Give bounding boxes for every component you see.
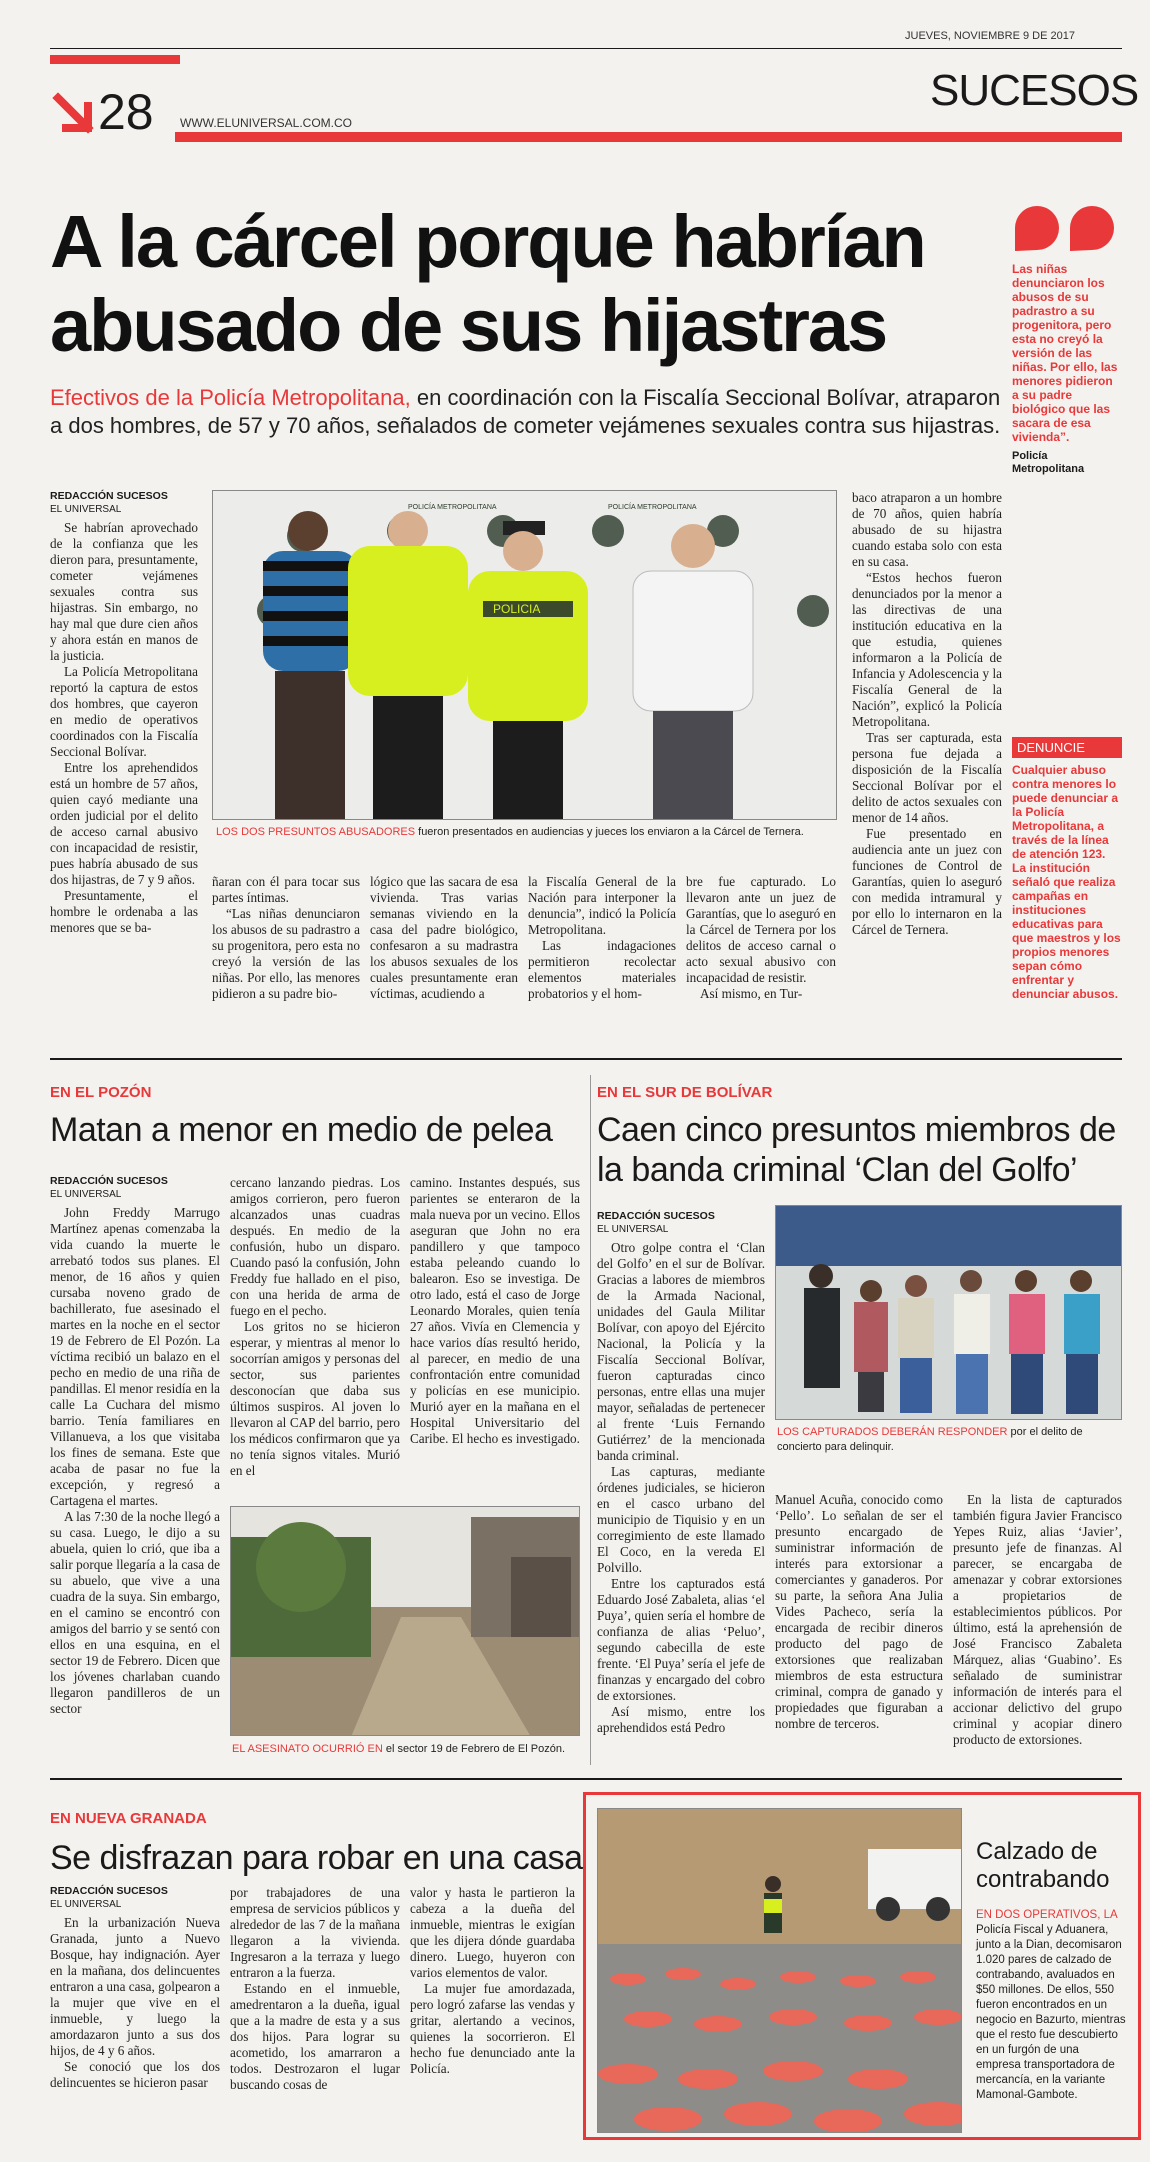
contraband-photo: [597, 1808, 962, 2133]
byline-author: REDACCIÓN SUCESOS: [597, 1210, 715, 1222]
header-red-rule: [175, 132, 1122, 142]
main-col-4: [528, 874, 676, 1002]
contraband-text: [976, 1908, 1126, 2103]
arrow-icon: [52, 92, 96, 136]
main-col-5: [686, 874, 836, 1002]
denuncie-box-text: Cualquier abuso contra menores lo puede denunciar a la Policía Metropolitana, a través de la línea de atención 123. La institución señaló que realiza campañas en instituciones educativas para que maestros y los propios menores sepan cómo enfrentar y denunciar abusos.: [1012, 763, 1121, 1001]
byline-outlet: EL UNIVERSAL: [50, 1189, 122, 1200]
main-col-6: [852, 490, 1002, 938]
paragraph: camino. Instantes después, sus parientes se enteraron de la mala nueva por un vecino. Ellos aseguran que John no era pandillero y que tampoco estaba peleando cuando lo balearon. Eso se investiga. De otro lado, está el caso de Jorge Leonardo Morales, quien tenía 27 años. Vivía en Clemencia y hace varios días resultó herido, al parecer, en medio de una confrontación entre comunidad y policías en ese municipio. Murió ayer en la mañana en el Hospital Universitario del Caribe. El hecho es investigado.: [410, 1175, 580, 1446]
byline-outlet: EL UNIVERSAL: [50, 1899, 122, 1910]
granada-col-1: [50, 1915, 220, 2091]
paragraph: lógico que las sacara de esa vivienda. Tras varias semanas viviendo en la casa del padre biológico, confesaron a su madrastra los abusos sexuales de los cuales presuntamente eran víctimas, acudiendo a: [370, 874, 518, 1001]
paragraph: La mujer fue amordazada, pero logró zafarse las vendas y gritar, alertando a vecinos, quienes la socorrieron. El hecho fue denunciado ante la Policía.: [410, 1981, 575, 2076]
page-number: 28: [98, 84, 154, 140]
page-date: JUEVES, NOVIEMBRE 9 DE 2017: [905, 30, 1075, 42]
pozon-col-2: [230, 1175, 400, 1479]
paragraph: Tras ser capturada, esta persona fue dejada a disposición de la Fiscalía Seccional Bolívar por el delito de actos sexuales con menor de 14 años.: [852, 730, 1002, 825]
paragraph: En la urbanización Nueva Granada, junto a Nuevo Bosque, hay indignación. Ayer en la mañana, dos delincuentes entraron a una casa, golpearon a la mujer que vive en el inmueble, y luego la amordazaron junto a sus dos hijos, de 4 y 6 años.: [50, 1915, 220, 2058]
bolivar-col-1: [597, 1240, 765, 1736]
paragraph: Así mismo, entre los aprehendidos está Pedro: [597, 1704, 765, 1735]
paragraph: la Fiscalía General de la Nación para interponer la denuncia”, indicó la Policía Metropolitana.: [528, 874, 676, 937]
paragraph: ñaran con él para tocar sus partes íntimas.: [212, 874, 360, 905]
granada-col-2: [230, 1885, 400, 2093]
bolivar-byline: [597, 1210, 757, 1236]
caption-text: por el delito de concierto para delinquir.: [777, 1426, 1083, 1453]
bolivar-caption: [777, 1425, 1122, 1455]
paragraph: “Estos hechos fueron denunciados por la menor a las directivas de una institución educativa en la que estudia, quienes informaron a la Policía de Infancia y Adolescencia y la Fiscalía General de la Nación”, explicó la Policía Metropolitana.: [852, 570, 1002, 729]
main-byline: [50, 490, 170, 516]
bolivar-col-3: [953, 1492, 1122, 1748]
granada-byline: [50, 1885, 210, 1911]
paragraph: cercano lanzando piedras. Los amigos corrieron, pero fueron alcanzados unas cuadras después. En medio de la confusión, hubo un disparo. Cuando pasó la confusión, John Freddy fue hallado en el piso, con una herida de arma de fuego en el pecho.: [230, 1175, 400, 1318]
paragraph: Se habrían aprovechado de la confianza que les dieron para, presuntamente, cometer vejámenes sexuales contra sus hijastras. Sin embargo, no hay mal que dure cien años y ahora están en manos de la justicia.: [50, 520, 198, 663]
contraband-lead: EN DOS OPERATIVOS, LA: [976, 1909, 1118, 1921]
paragraph: Los gritos no se hicieron esperar, y mientras al menor lo socorrían amigos y personas del sector, sus parientes desconocían que daba sus últimos suspiros. Al joven lo llevaron al CAP del barrio, pero los médicos confirmaron que ya no tenía signos vitales. Murió en el: [230, 1319, 400, 1478]
svg-text:POLICÍA METROPOLITANA: POLICÍA METROPOLITANA: [408, 504, 497, 511]
bolivar-col-2: [775, 1492, 943, 1732]
pozon-col-1: [50, 1205, 220, 1717]
granada-headline: Se disfrazan para robar en una casa: [50, 1839, 583, 1877]
byline-author: REDACCIÓN SUCESOS: [50, 490, 168, 502]
paragraph: bre fue capturado. Lo llevaron ante un juez de Garantías, que lo aseguró en la Cárcel de Ternera por los delitos de acceso carnal o acto sexual abusivo con incapacidad de resistir.: [686, 874, 836, 985]
section-divider: [50, 1058, 1122, 1060]
section-title: SUCESOS: [930, 66, 1139, 115]
quote-icon: [1010, 203, 1120, 253]
granada-kicker: EN NUEVA GRANADA: [50, 1810, 207, 1827]
caption-lead: LOS DOS PRESUNTOS ABUSADORES: [216, 826, 416, 838]
pozon-photo: [230, 1506, 580, 1736]
paragraph: A las 7:30 de la noche llegó a su casa. Luego, le dijo a su abuela, quien lo crió, que iba a salir porque llegaría a la casa de su abuelo, que vive a una cuadra de la suya. Sin embargo, en el camino se encontró con amigos del barrio y se sentó con ellos en una esquina, en el sector 19 de Febrero. Dicen que los jóvenes charlaban cuando llegaron pandilleros de un sector: [50, 1509, 220, 1716]
main-col-2: [212, 874, 360, 1002]
paragraph: Las indagaciones permitieron recolectar elementos materiales probatorios y el hom-: [528, 938, 676, 1001]
paragraph: Otro golpe contra el ‘Clan del Golfo’ en el sur de Bolívar. Gracias a labores de miembros de la Armada Nacional, unidades del Gaula Militar Bolívar, con apoyo del Ejército Nacional, la Policía y la Fiscalía Seccional Bolívar, fueron capturadas cinco personas, entre ellas una mujer mayor, señaladas de pertenecer al frente ‘Luis Fernando Gutiérrez’ de la mencionada banda criminal.: [597, 1240, 765, 1463]
caption-lead: EL ASESINATO OCURRIÓ EN: [232, 1743, 383, 1755]
lead-text: en coordinación con la Fiscalía Seccional Bolívar, atraparon a dos hombres, de 57 y 70 años, señalados de cometer vejámenes sexuales contra sus hijastras.: [50, 385, 1001, 438]
caption-lead: LOS CAPTURADOS DEBERÁN RESPONDER: [777, 1426, 1008, 1438]
byline-outlet: EL UNIVERSAL: [597, 1224, 669, 1235]
contraband-headline: Calzado de contrabando: [976, 1838, 1110, 1893]
caption-text: el sector 19 de Febrero de El Pozón.: [382, 1743, 565, 1755]
pozon-headline: Matan a menor en medio de pelea: [50, 1111, 553, 1149]
paragraph: baco atraparon a un hombre de 70 años, quien habría abusado de su hijastra cuando estaba solo con esta en su casa.: [852, 490, 1002, 569]
paragraph: La Policía Metropolitana reportó la captura de estos dos hombres, que cayeron en medio de operativos coordinados con la Fiscalía Seccional Bolívar.: [50, 664, 198, 759]
byline-author: REDACCIÓN SUCESOS: [50, 1175, 168, 1187]
website-url[interactable]: WWW.ELUNIVERSAL.COM.CO: [180, 116, 353, 130]
contraband-body: Policía Fiscal y Aduanera, junto a la Dian, decomisaron 1.020 pares de calzado de contrabando, avaluados en $50 millones. De ellos, 550 fueron encontrados en un negocio en Bazurto, mientras que el resto fue descubierto en un furgón de una empresa transportadora de mercancía, en la variante Mamonal-Gambote.: [976, 1924, 1126, 2101]
main-photo-caption: [216, 825, 856, 840]
quote-source: Policía Metropolitana: [1012, 450, 1085, 475]
paragraph: Así mismo, en Tur-: [700, 986, 803, 1001]
paragraph: En la lista de capturados también figura Javier Francisco Yepes Ruiz, alias ‘Javier’, presunto jefe de finanzas. Al parecer, se encargaba de amenazar y cobrar extorsiones a propietarios de establecimientos públicos. Por último, está la aprehensión de José Francisco Zabaleta Márquez, alias ‘Guabino’. Es señalado de suministrar información de interés para el accionar delictivo del grupo criminal y acopiar dinero producto de extorsiones.: [953, 1492, 1122, 1747]
vest-label: POLICIA: [493, 602, 541, 616]
section-divider: [50, 1778, 1122, 1780]
granada-col-3: [410, 1885, 575, 2077]
bolivar-kicker: EN EL SUR DE BOLÍVAR: [597, 1084, 773, 1101]
paragraph: Las capturas, mediante órdenes judiciales, se hicieron en el casco urbano del municipio de Tiquisio y en un corregimiento de este llamado El Coco, en la vereda El Polvillo.: [597, 1464, 765, 1575]
main-col-3: [370, 874, 518, 1002]
main-headline: A la cárcel porque habrían abusado de sus hijastras: [50, 200, 925, 367]
byline-outlet: EL UNIVERSAL: [50, 504, 122, 515]
lead-highlight: Efectivos de la Policía Metropolitana,: [50, 385, 411, 410]
byline-author: REDACCIÓN SUCESOS: [50, 1885, 168, 1897]
paragraph: por trabajadores de una empresa de servicios públicos y alrededor de las 7 de la mañana llegaron a la vivienda. Ingresaron a la terraza y luego entraron a la fuerza.: [230, 1885, 400, 1980]
paragraph: Estando en el inmueble, amedrentaron a la dueña, igual que a la madre de esta y a sus dos hijos. Para lograr su acometido, los amarraron a todos. Destrozaron el lugar buscando cosas de: [230, 1981, 400, 2092]
pozon-kicker: EN EL POZÓN: [50, 1084, 152, 1101]
column-divider: [590, 1075, 591, 1765]
bolivar-headline: Caen cinco presuntos miembros de la banda criminal ‘Clan del Golfo’: [597, 1111, 1116, 1189]
paragraph: Manuel Acuña, conocido como ‘Pello’. Lo señalan de ser el presunto encargado de suministrar información de interés para extorsionar a comerciantes y ganaderos. Por su parte, la señora Ana Julia Vides Pacheco, sería la encargada de recibir dineros producto del pago de extorsiones que realizaban miembros de esta estructura criminal, compra de ganado y propiedades que figuraban a nombre de terceros.: [775, 1492, 943, 1731]
svg-text:POLICÍA METROPOLITANA: POLICÍA METROPOLITANA: [608, 504, 697, 511]
denuncie-box-title: DENUNCIE: [1012, 737, 1122, 758]
paragraph: John Freddy Marrugo Martínez apenas comenzaba la vida cuando la muerte le arrebató todos sus planes. El menor, de 16 años y quien cursaba noveno grado de bachillerato, fue asesinado el martes en la noche en el sector 19 de Febrero de El Pozón. La víctima recibió un balazo en el pecho en medio de una riña de pandillas. El menor residía en la calle La Cuchara del mismo barrio. Tenía familiares en Villanueva, a los que visitaba los fines de semana. Este que acaba de pasar no fue la excepción, y regresó a Cartagena el martes.: [50, 1205, 220, 1508]
paragraph: valor y hasta le partieron la cabeza a la dueña del inmueble, mientras le exigían que les dijera dónde guardaba dinero. Luego, huyeron con varios elementos de valor.: [410, 1885, 575, 1980]
caption-text: fueron presentados en audiencias y jueces los enviaron a la Cárcel de Ternera.: [415, 826, 804, 838]
bolivar-photo: [775, 1205, 1122, 1420]
main-lead: [50, 384, 1010, 440]
pozon-col-3: [410, 1175, 580, 1447]
sidebar-quote: Las niñas denunciaron los abusos de su padrastro a su progenitora, pero esta no creyó la versión de las niñas. Por ello, las menores pidieron a su padre biológico que las sacara de esa vivienda”.: [1012, 262, 1118, 444]
paragraph: Se conoció que los dos delincuentes se hicieron pasar: [50, 2059, 220, 2090]
pozon-caption: [232, 1742, 592, 1757]
header-top-rule: [50, 48, 1122, 49]
paragraph: Fue presentado en audiencia ante un juez con funciones de Control de Garantías, quien lo aseguró con medida intramural y por ello lo internaron en la Cárcel de Ternera.: [852, 826, 1002, 937]
paragraph: Entre los capturados está Eduardo José Zabaleta, alias ‘el Puya’, quien sería el hombre de confianza de alias ‘Peluo’, segundo cabecilla de este frente. ‘El Puya’ sería el jefe de finanzas y encargado del cobro de extorsiones.: [597, 1576, 765, 1703]
main-photo: [212, 490, 837, 820]
paragraph: Presuntamente, el hombre le ordenaba a las menores que se ba-: [50, 888, 198, 935]
header-red-tab: [50, 55, 180, 64]
main-col-1: [50, 520, 198, 936]
paragraph: “Las niñas denunciaron los abusos de su padrastro a su progenitora, pero esta no creyó la versión de las niñas. Por ello, las menores pidieron a su padre bio-: [212, 906, 360, 1001]
paragraph: Entre los aprehendidos está un hombre de 57 años, quien cayó mediante una orden judicial por el delito de acceso carnal abusivo con incapacidad de resistir, pues habría abusado de sus dos hijastras, de 7 y 9 años.: [50, 760, 198, 887]
pozon-byline: [50, 1175, 200, 1201]
